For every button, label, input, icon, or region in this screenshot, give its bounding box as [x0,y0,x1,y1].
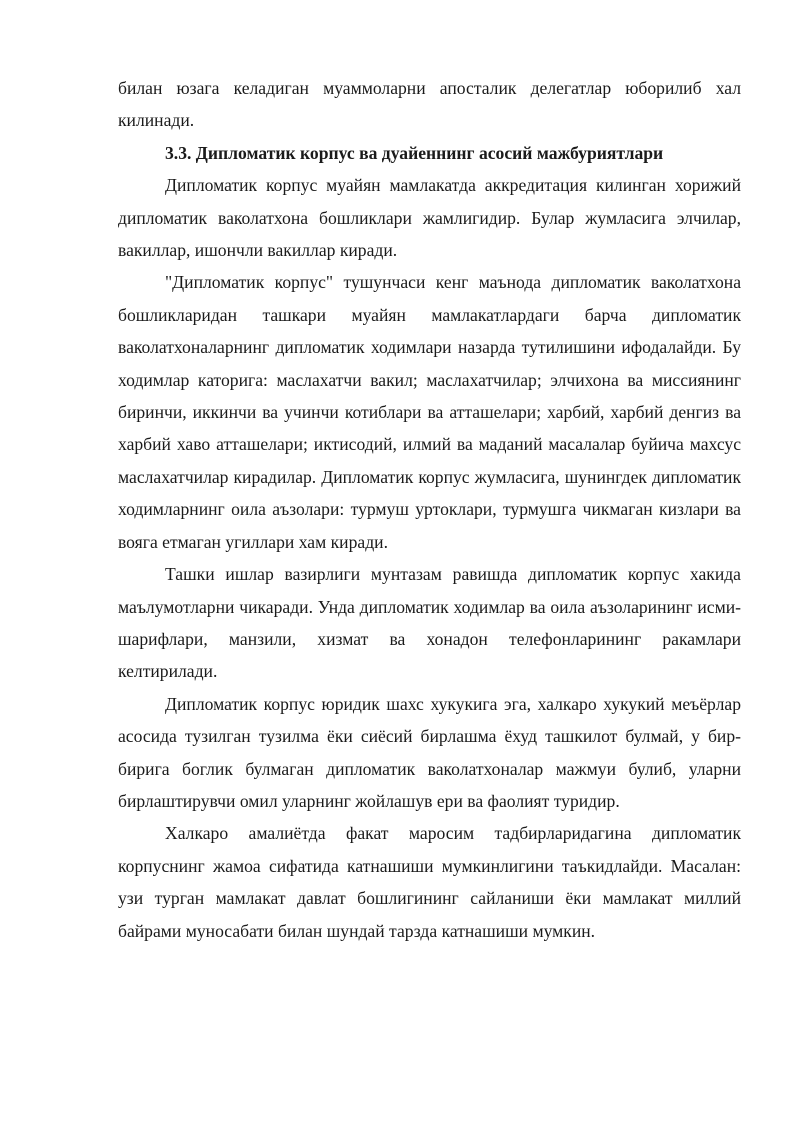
paragraph-corps-broad-meaning: "Дипломатик корпус" тушунчаси кенг маънода дипломатик ваколатхона бошликларидан ташкари муайян мамлакатлардаги барча дипломатик ваколатхоналарнинг дипломатик ходимлари назарда тутилишини ифодалайди. Бу ходимлар каторига: маслахатчи вакил; маслахатчилар; элчихона ва миссиянинг биринчи, иккинчи ва учинчи котиблари ва атташелари; харбий, харбий денгиз ва харбий хаво атташелари; иктисодий, илмий ва маданий масалалар буйича махсус маслахатчилар кирадилар. Дипломатик корпус жумласига, шунингдек дипломатик ходимларнинг оила аъзолари: турмуш уртоклари, турмушга чикмаган кизлари ва вояга етмаган угиллари хам киради. [118,272,741,552]
document-body [118,72,741,947]
paragraph-ceremonial-practice: Халкаро амалиётда факат маросим тадбирларидагина дипломатик корпуснинг жамоа сифатида катнашиши мумкинлигини таъкидлайди. Масалан: узи турган мамлакат давлат бошлигининг сайланиши ёки мамлакат миллий байрами муносабати билан шундай тарзда катнашиши мумкин. [118,823,741,941]
paragraph-ministry-info: Ташки ишлар вазирлиги мунтазам равишда дипломатик корпус хакида маълумотларни чикаради. Унда дипломатик ходимлар ва оила аъзоларининг исми-шарифлари, манзили, хизмат ва хонадон телефонларининг ракамлари келтирилади. [118,564,741,682]
paragraph-corps-definition: Дипломатик корпус муайян мамлакатда аккредитация килинган хорижий дипломатик ваколатхона бошликлари жамлигидир. Булар жумласига элчилар, вакиллар, ишончли вакиллар киради. [118,175,741,261]
continuation-paragraph: билан юзага келадиган муаммоларни апосталик делегатлар юборилиб хал килинади. [118,78,741,131]
paragraph-legal-status: Дипломатик корпус юридик шахс хукукига эга, халкаро хукукий меъёрлар асосида тузилган тузилма ёки сиёсий бирлашма ёхуд ташкилот булмай, у бир-бирига боглик булмаган дипломатик ваколатхоналар мажмуи булиб, уларни бирлаштирувчи омил уларнинг жойлашув ери ва фаолият туридир. [118,693,741,811]
section-heading: 3.3. Дипломатик корпус ва дуайеннинг асосий мажбуриятлари [165,142,664,163]
